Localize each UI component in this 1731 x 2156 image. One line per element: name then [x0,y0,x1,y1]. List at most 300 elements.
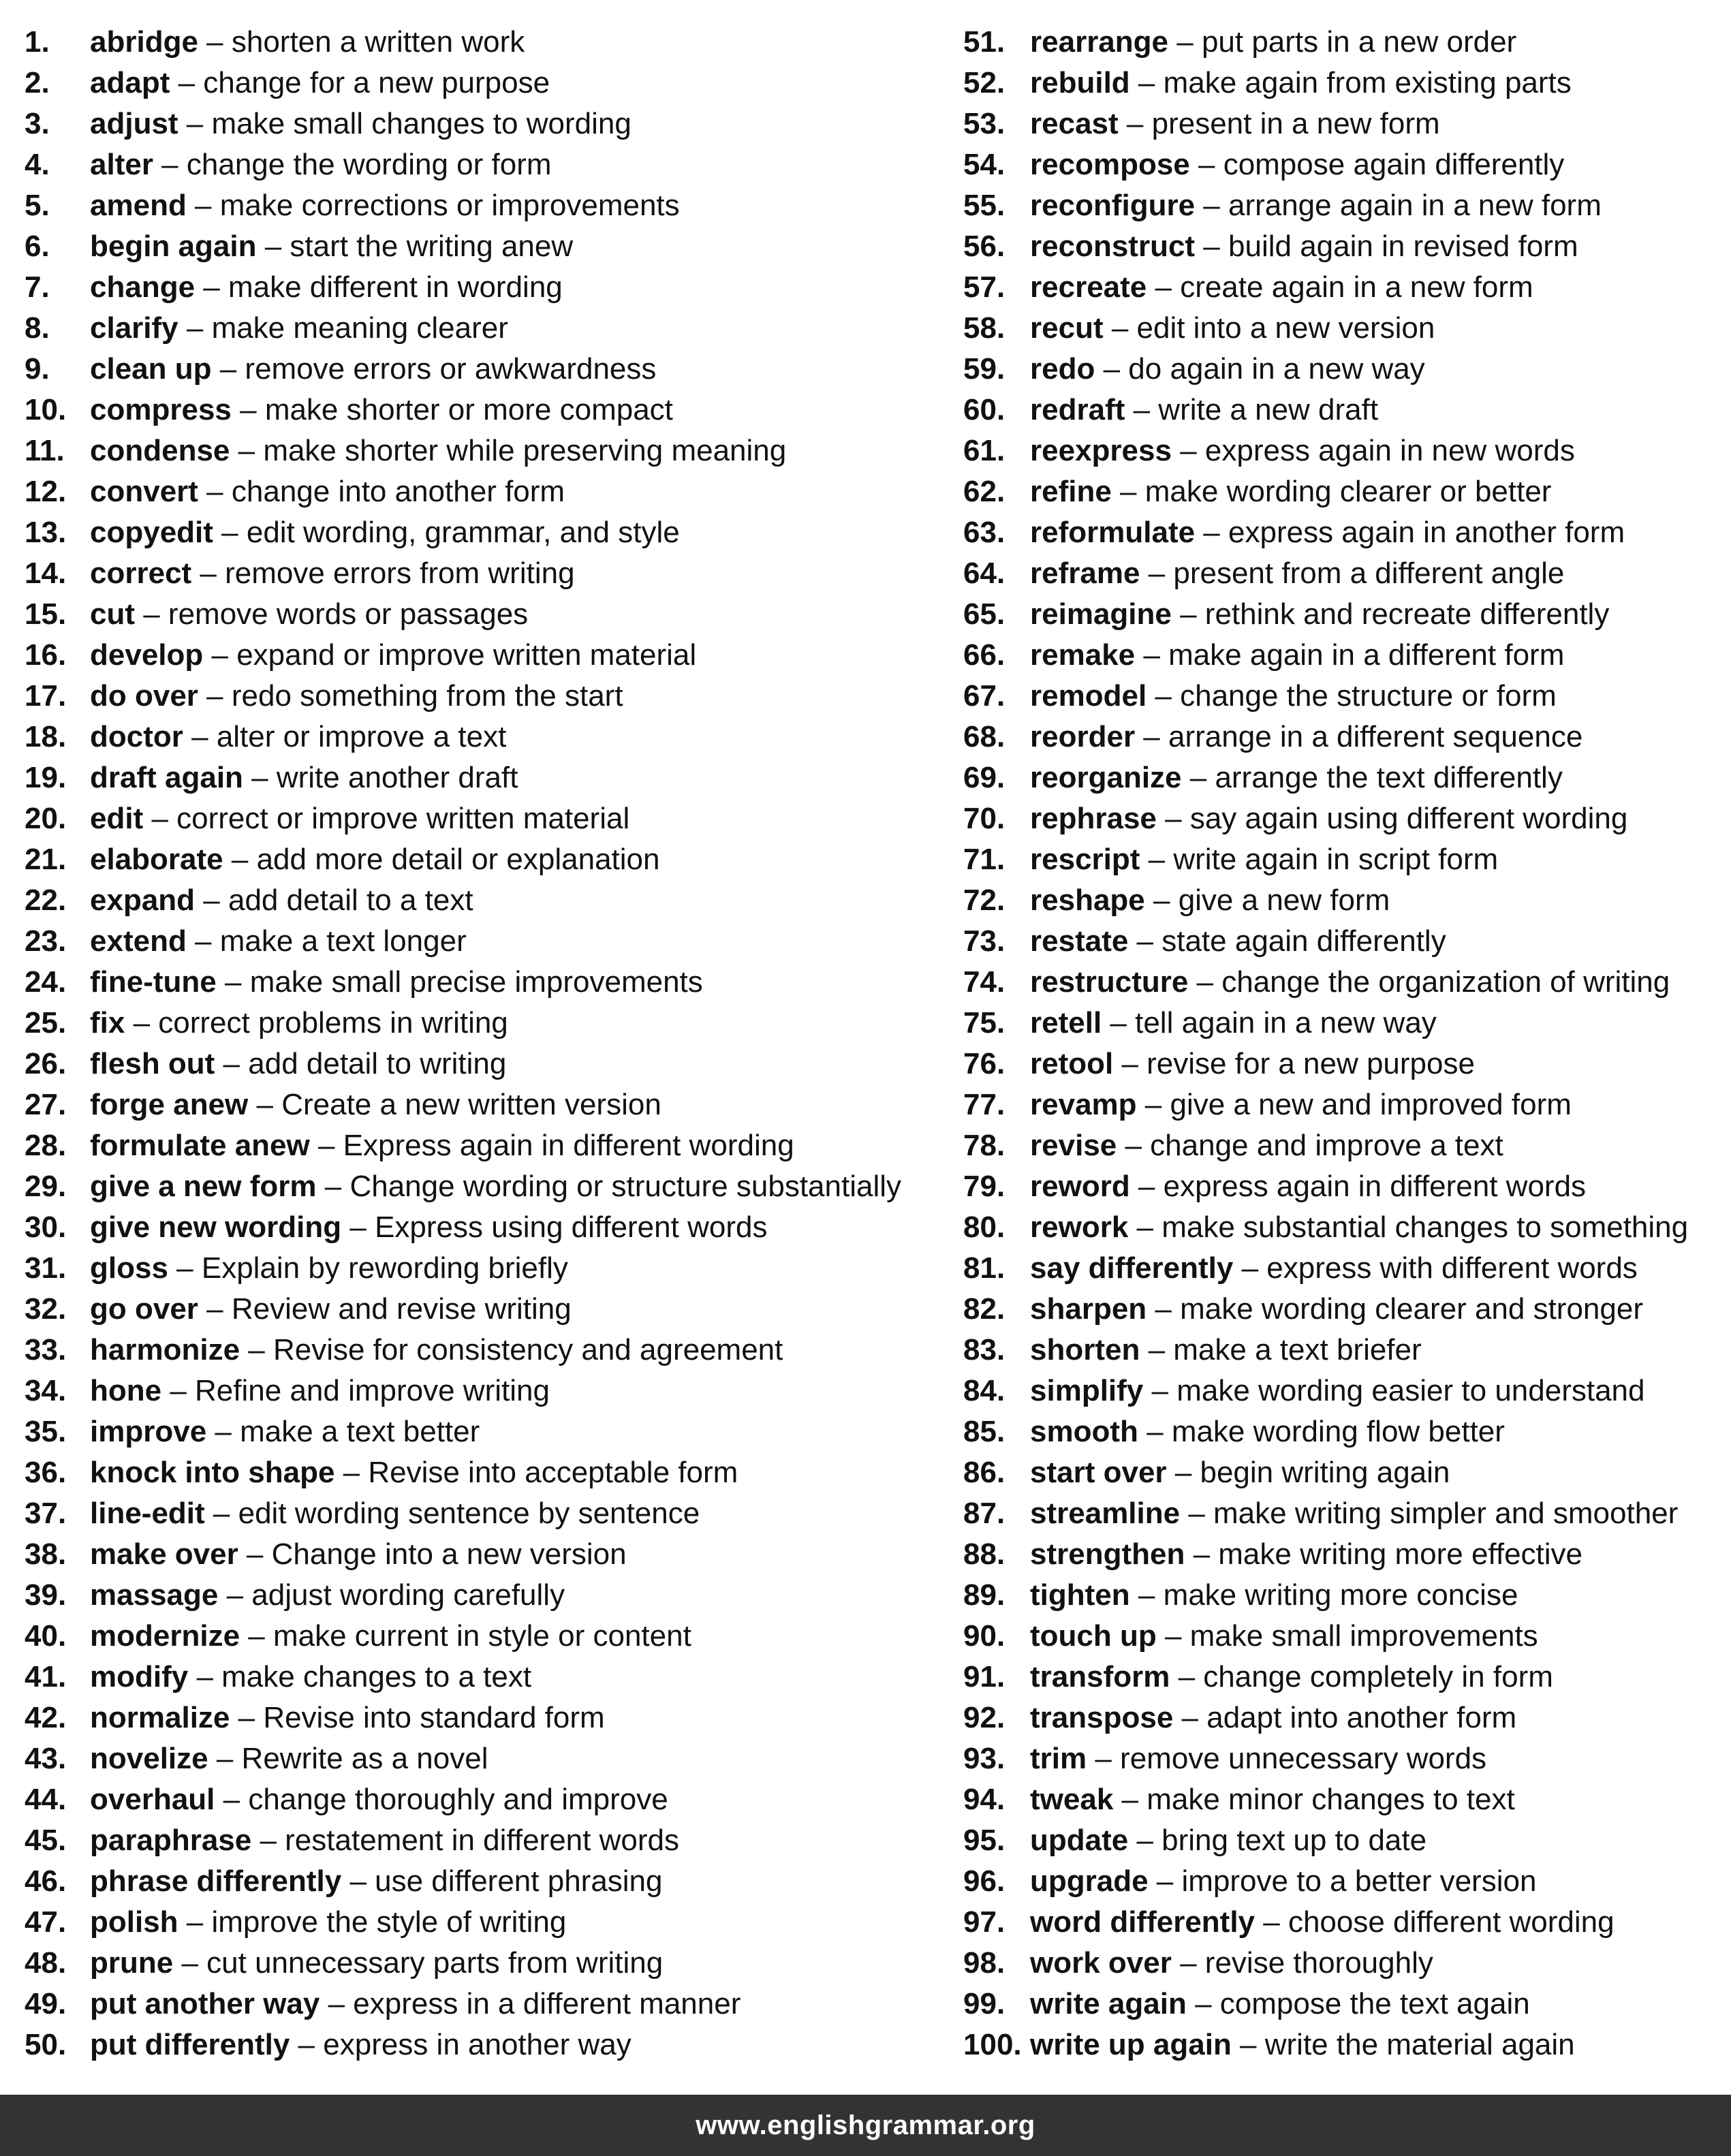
entry-word: recast [1030,107,1119,140]
entry-number: 13. [25,516,67,549]
entry-definition: make again in a different form [1168,638,1565,672]
entry-word: give a new form [90,1170,317,1203]
entry-number: 62. [963,475,1005,508]
entry-definition: make small precise improvements [249,965,703,999]
list-item [963,144,1726,185]
entry-number: 6. [25,230,50,263]
entry-number: 56. [963,230,1005,263]
entry-separator: – [161,1374,196,1407]
entry-word: draft again [90,761,243,794]
entry-number: 29. [25,1170,67,1203]
entry-separator: – [216,965,250,999]
entry-number: 27. [25,1088,67,1121]
entry-number: 89. [963,1578,1005,1612]
entry-number: 67. [963,679,1005,713]
entry-number: 81. [963,1251,1005,1285]
entry-definition: change the wording or form [186,148,552,181]
entry-separator: – [135,597,168,631]
entry-word: rescript [1030,843,1140,876]
list-item [963,1820,1726,1861]
entry-word: update [1030,1824,1129,1857]
list-item [25,512,937,553]
list-item [963,431,1726,471]
list-item [25,1738,937,1779]
entry-word: reword [1030,1170,1130,1203]
entry-word: recreate [1030,270,1147,304]
entry-separator: – [230,1701,264,1734]
entry-definition: present from a different angle [1173,557,1565,590]
list-item [25,839,937,880]
entry-separator: – [309,1129,343,1162]
entry-definition: express again in different words [1163,1170,1587,1203]
entry-definition: arrange again in a new form [1228,189,1602,222]
entry-number: 32. [25,1292,67,1326]
entry-word: trim [1030,1742,1087,1775]
entry-number: 9. [25,352,50,386]
entry-definition: bring text up to date [1161,1824,1427,1857]
entry-word: reimagine [1030,597,1172,631]
entry-definition: expand or improve written material [236,638,697,672]
entry-separator: – [248,1088,282,1121]
entry-word: amend [90,189,187,222]
list-item [963,1575,1726,1616]
entry-separator: – [1143,1374,1177,1407]
entry-definition: make substantial changes to something [1161,1210,1689,1244]
entry-definition: compose again differently [1223,148,1565,181]
entry-definition: remove errors or awkwardness [245,352,657,386]
entry-definition: remove words or passages [168,597,529,631]
entry-separator: – [319,1987,354,2020]
list-item [963,1044,1726,1084]
entry-definition: express in a different manner [353,1987,741,2020]
entry-separator: – [230,434,264,467]
list-item [25,267,937,308]
list-item [25,635,937,676]
entry-number: 19. [25,761,67,794]
list-item [25,717,937,757]
entry-separator: – [1113,1047,1147,1080]
entry-number: 34. [25,1374,67,1407]
entry-separator: – [1171,434,1205,467]
entry-definition: Rewrite as a novel [241,1742,488,1775]
list-item [25,390,937,431]
entry-word: write again [1030,1987,1187,2020]
list-item [25,431,937,471]
entry-word: revamp [1030,1088,1137,1121]
entry-word: paraphrase [90,1824,252,1857]
entry-word: knock into shape [90,1456,335,1489]
list-item [963,676,1726,717]
entry-number: 91. [963,1660,1005,1693]
entry-number: 12. [25,475,67,508]
entry-separator: – [198,679,232,713]
entry-separator: – [223,843,257,876]
entry-number: 3. [25,107,50,140]
entry-number: 88. [963,1537,1005,1571]
entry-number: 60. [963,393,1005,426]
entry-definition: write a new draft [1158,393,1379,426]
entry-word: fine-tune [90,965,217,999]
entry-separator: – [173,1946,207,1980]
list-item [25,2025,937,2065]
entry-word: retool [1030,1047,1114,1080]
entry-number: 14. [25,557,67,590]
entry-number: 75. [963,1006,1005,1040]
entry-word: tweak [1030,1783,1114,1816]
entry-definition: create again in a new form [1180,270,1533,304]
entry-definition: make minor changes to text [1147,1783,1515,1816]
entry-separator: – [243,761,277,794]
entry-word: reconstruct [1030,230,1196,263]
entry-definition: edit wording sentence by sentence [238,1497,700,1530]
entry-number: 96. [963,1864,1005,1898]
list-item [25,63,937,104]
entry-number: 54. [963,148,1005,181]
entry-separator: – [1103,311,1137,345]
entry-separator: – [231,393,265,426]
entry-word: say differently [1030,1251,1234,1285]
entry-word: shorten [1030,1333,1140,1366]
entry-separator: – [1195,516,1228,549]
entry-word: strengthen [1030,1537,1185,1571]
entry-number: 20. [25,802,67,835]
entry-word: convert [90,475,198,508]
entry-word: hone [90,1374,162,1407]
entry-number: 93. [963,1742,1005,1775]
entry-word: gloss [90,1251,168,1285]
entry-separator: – [1231,2028,1265,2061]
entry-definition: express with different words [1266,1251,1638,1285]
list-item [963,349,1726,390]
entry-separator: – [178,311,212,345]
list-item [963,1984,1726,2025]
entry-separator: – [1173,1701,1207,1734]
entry-definition: put parts in a new order [1201,25,1517,59]
entry-word: go over [90,1292,198,1326]
entry-word: rebuild [1030,66,1130,99]
entry-definition: rethink and recreate differently [1204,597,1610,631]
entry-number: 45. [25,1824,67,1857]
entry-word: modernize [90,1619,240,1653]
entry-separator: – [1129,1578,1164,1612]
entry-word: abridge [90,25,198,59]
entry-number: 65. [963,597,1005,631]
entry-separator: – [170,66,204,99]
list-item [963,104,1726,144]
entry-number: 43. [25,1742,67,1775]
entry-separator: – [1087,1742,1121,1775]
list-item [963,1534,1726,1575]
entry-word: correct [90,557,192,590]
entry-definition: present in a new form [1151,107,1440,140]
list-item [25,185,937,226]
entry-number: 7. [25,270,50,304]
list-item [963,1289,1726,1330]
entry-number: 72. [963,884,1005,917]
entry-word: reconfigure [1030,189,1196,222]
entry-separator: – [195,884,228,917]
list-item [963,1330,1726,1371]
list-item [963,1779,1726,1820]
entry-number: 31. [25,1251,67,1285]
entry-separator: – [1188,965,1222,999]
entry-word: extend [90,924,187,958]
entry-definition: remove errors from writing [225,557,575,590]
list-item [25,1166,937,1207]
entry-word: put another way [90,1987,320,2020]
list-item [25,962,937,1003]
list-item [25,1575,937,1616]
list-item [25,553,937,594]
entry-number: 85. [963,1415,1005,1448]
entry-definition: make writing more effective [1218,1537,1583,1571]
entry-separator: – [1135,720,1168,753]
entry-definition: add detail to writing [248,1047,507,1080]
entry-number: 50. [25,2028,67,2061]
entry-number: 79. [963,1170,1005,1203]
entry-separator: – [1129,66,1164,99]
entry-word: start over [1030,1456,1167,1489]
list-item [25,1084,937,1125]
entry-word: reexpress [1030,434,1172,467]
entry-word: rearrange [1030,25,1169,59]
entry-separator: – [1140,557,1174,590]
entry-number: 24. [25,965,67,999]
entry-number: 86. [963,1456,1005,1489]
list-item [25,1371,937,1411]
list-item [963,880,1726,921]
entry-word: simplify [1030,1374,1144,1407]
entry-number: 74. [963,965,1005,999]
entry-number: 78. [963,1129,1005,1162]
entry-separator: – [1171,597,1205,631]
entry-number: 17. [25,679,67,713]
entry-definition: change and improve a text [1150,1129,1503,1162]
list-item [25,1003,937,1044]
entry-definition: choose different wording [1288,1905,1615,1939]
entry-word: clean up [90,352,212,386]
list-item [963,1493,1726,1534]
entry-number: 28. [25,1129,67,1162]
list-item [963,635,1726,676]
entry-number: 55. [963,189,1005,222]
list-item [963,1698,1726,1738]
entry-definition: express again in another form [1228,516,1625,549]
list-item [25,594,937,635]
entry-number: 5. [25,189,50,222]
entry-word: normalize [90,1701,230,1734]
list-item [963,1616,1726,1657]
entry-number: 84. [963,1374,1005,1407]
entry-word: modify [90,1660,189,1693]
entry-separator: – [1148,1864,1182,1898]
entry-definition: say again using different wording [1189,802,1628,835]
entry-word: redraft [1030,393,1125,426]
entry-definition: give a new and improved form [1170,1088,1572,1121]
entry-definition: add detail to a text [228,884,473,917]
entry-definition: revise thoroughly [1204,1946,1433,1980]
entry-definition: begin writing again [1200,1456,1450,1489]
entry-number: 94. [963,1783,1005,1816]
entry-definition: give a new form [1178,884,1390,917]
entry-word: transform [1030,1660,1170,1693]
entry-word: word differently [1030,1905,1256,1939]
entry-number: 46. [25,1864,67,1898]
entry-separator: – [251,1824,285,1857]
entry-separator: – [1128,924,1162,958]
entry-separator: – [1138,1415,1172,1448]
list-item [963,1166,1726,1207]
list-item [963,1452,1726,1493]
entry-definition: correct problems in writing [158,1006,508,1040]
entry-number: 97. [963,1905,1005,1939]
entry-definition: Revise for consistency and agreement [272,1333,783,1366]
entry-number: 8. [25,311,50,345]
entry-number: 69. [963,761,1005,794]
list-item [25,104,937,144]
entry-definition: Create a new written version [281,1088,661,1121]
entry-separator: – [195,270,228,304]
entry-definition: change thoroughly and improve [248,1783,668,1816]
entry-word: alter [90,148,153,181]
list-item [25,798,937,839]
list-item [25,226,937,267]
entry-definition: write again in script form [1173,843,1499,876]
entry-number: 73. [963,924,1005,958]
entry-word: reframe [1030,557,1140,590]
entry-number: 44. [25,1783,67,1816]
entry-word: redo [1030,352,1095,386]
footer-bar [0,2095,1731,2156]
entry-definition: express again in new words [1204,434,1575,467]
entry-definition: use different phrasing [375,1864,663,1898]
list-item [25,1125,937,1166]
entry-word: work over [1030,1946,1172,1980]
entry-definition: make writing simpler and smoother [1213,1497,1679,1530]
entry-definition: adapt into another form [1206,1701,1517,1734]
entry-word: novelize [90,1742,208,1775]
entry-word: reformulate [1030,516,1196,549]
entry-separator: – [1147,270,1181,304]
entry-separator: – [198,25,232,59]
entry-word: revise [1030,1129,1117,1162]
entry-word: forge anew [90,1088,249,1121]
entry-word: condense [90,434,230,467]
entry-word: rework [1030,1210,1129,1244]
list-item [963,594,1726,635]
list-item [25,880,937,921]
list-item [963,1248,1726,1289]
entry-word: reorganize [1030,761,1182,794]
entry-separator: – [341,1210,375,1244]
entry-number: 2. [25,66,50,99]
entry-separator: – [1185,1537,1219,1571]
entry-number: 42. [25,1701,67,1734]
entry-word: improve [90,1415,207,1448]
entry-number: 35. [25,1415,67,1448]
entry-separator: – [1180,1497,1214,1530]
entry-number: 11. [25,434,65,467]
entry-word: transpose [1030,1701,1174,1734]
list-item [963,1738,1726,1779]
entry-word: develop [90,638,204,672]
list-item [25,1289,937,1330]
entry-separator: – [1195,189,1228,222]
entry-word: reshape [1030,884,1145,917]
entry-separator: – [1118,107,1152,140]
entry-number: 92. [963,1701,1005,1734]
list-item [963,471,1726,512]
list-item [963,1371,1726,1411]
entry-separator: – [316,1170,350,1203]
entry-number: 21. [25,843,67,876]
entry-definition: make current in style or content [272,1619,691,1653]
entry-definition: make different in wording [228,270,563,304]
entry-word: refine [1030,475,1112,508]
entry-definition: change the organization of writing [1221,965,1670,999]
entry-word: edit [90,802,144,835]
entry-word: fix [90,1006,125,1040]
list-item [25,1861,937,1902]
entry-separator: – [215,1783,249,1816]
entry-word: adapt [90,66,170,99]
list-item [25,22,937,63]
entry-separator: – [1170,1660,1204,1693]
entry-definition: Review and revise writing [231,1292,572,1326]
list-item [25,144,937,185]
entry-word: formulate anew [90,1129,310,1162]
entry-word: compress [90,393,232,426]
list-item [25,1248,937,1289]
list-item [25,1207,937,1248]
entry-word: tighten [1030,1578,1130,1612]
footer-website-link[interactable]: www.englishgrammar.org [696,2110,1035,2140]
entry-separator: – [204,1497,238,1530]
list-item [25,921,937,962]
entry-definition: change for a new purpose [203,66,550,99]
list-item [25,1452,937,1493]
entry-word: write up again [1030,2028,1232,2061]
entry-definition: Refine and improve writing [195,1374,550,1407]
entry-separator: – [341,1864,375,1898]
entry-separator: – [153,148,187,181]
entry-definition: adjust wording carefully [251,1578,565,1612]
entry-separator: – [1128,1210,1162,1244]
entry-word: put differently [90,2028,290,2061]
entry-separator: – [334,1456,369,1489]
list-item [963,717,1726,757]
entry-number: 76. [963,1047,1005,1080]
list-item [963,798,1726,839]
entry-separator: – [198,475,232,508]
entry-definition: revise for a new purpose [1147,1047,1475,1080]
entry-number: 63. [963,516,1005,549]
entry-definition: make small improvements [1189,1619,1538,1653]
entry-separator: – [203,638,237,672]
entry-separator: – [143,802,177,835]
entry-separator: – [240,1619,273,1653]
entry-separator: – [1140,843,1174,876]
entry-number: 100. [963,2028,1022,2061]
entry-number: 38. [25,1537,67,1571]
entry-word: make over [90,1537,238,1571]
list-item [25,1616,937,1657]
entry-number: 82. [963,1292,1005,1326]
entry-separator: – [1166,1456,1200,1489]
entry-separator: – [1181,761,1215,794]
entry-word: streamline [1030,1497,1181,1530]
entry-separator: – [186,924,220,958]
